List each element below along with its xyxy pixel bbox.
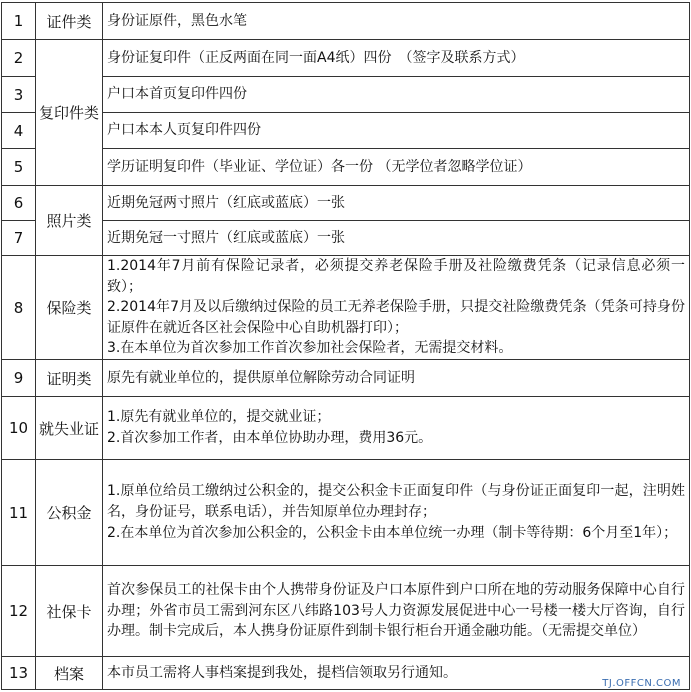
row-content: [103, 460, 690, 566]
row-content: 本市员工需将人事档案提到我处，提档信领取另行通知。: [103, 657, 690, 690]
content-line: 1.原单位给员工缴纳过公积金的，提交公积金卡正面复印件（与身份证正面复印一起，注明姓名，身份证号，联系电话），并告知原单位办理封存；: [107, 483, 685, 520]
row-number: 3: [2, 77, 36, 113]
row-content: [103, 397, 690, 460]
content-line: 1.2014年7月前有保险记录者，必须提交养老保险手册及社险缴费凭条（记录信息必须一致）；: [107, 258, 685, 295]
row-content: 身份证复印件（正反两面在同一面A4纸）四份 （签字及联系方式）: [103, 40, 690, 77]
row-content: [103, 256, 690, 360]
row-content: 户口本本人页复印件四份: [103, 113, 690, 149]
row-content: 原先有就业单位的，提供原单位解除劳动合同证明: [103, 360, 690, 397]
category-label: 照片类: [36, 186, 103, 256]
table-row: [2, 657, 690, 690]
category-label: 证明类: [36, 360, 103, 397]
watermark-text: TJ.OFFCN.COM: [602, 678, 681, 689]
row-content: 学历证明复印件（毕业证、学位证）各一份 （无学位者忽略学位证）: [103, 149, 690, 186]
content-line: 1.原先有就业单位的，提交就业证；: [107, 409, 331, 425]
row-number: 7: [2, 221, 36, 256]
table-row: [2, 3, 690, 40]
table-row: [2, 397, 690, 460]
row-number: 5: [2, 149, 36, 186]
row-number: 11: [2, 460, 36, 566]
content-line: 2.首次参加工作者，由本单位协助办理，费用36元。: [107, 430, 433, 446]
row-number: 6: [2, 186, 36, 221]
table-row: [2, 186, 690, 221]
table-row: [2, 40, 690, 77]
row-number: 8: [2, 256, 36, 360]
row-content: 近期免冠两寸照片（红底或蓝底）一张: [103, 186, 690, 221]
content-line: 3.在本单位为首次参加工作首次参加社会保险者，无需提交材料。: [107, 340, 513, 357]
category-label: 社保卡: [36, 566, 103, 657]
table-row: [2, 77, 690, 113]
table-row: [2, 256, 690, 360]
table-row: [2, 566, 690, 657]
category-label: 公积金: [36, 460, 103, 566]
table-row: [2, 149, 690, 186]
row-number: 13: [2, 657, 36, 690]
row-number: 9: [2, 360, 36, 397]
content-line: 2.2014年7月及以后缴纳过保险的员工无养老保险手册，只提交社险缴费凭条（凭条可持身份证原件在就近各区社会保险中心自助机器打印）；: [107, 299, 685, 336]
table-row: [2, 113, 690, 149]
category-label: 证件类: [36, 3, 103, 40]
row-content: 近期免冠一寸照片（红底或蓝底）一张: [103, 221, 690, 256]
row-number: 1: [2, 3, 36, 40]
row-number: 4: [2, 113, 36, 149]
row-content: 户口本首页复印件四份: [103, 77, 690, 113]
table-row: [2, 360, 690, 397]
row-number: 10: [2, 397, 36, 460]
category-label: 档案: [36, 657, 103, 690]
requirements-table: [1, 2, 690, 690]
category-label: 复印件类: [36, 40, 103, 186]
category-label: 就失业证: [36, 397, 103, 460]
row-content: 身份证原件，黑色水笔: [103, 3, 690, 40]
row-content: 首次参保员工的社保卡由个人携带身份证及户口本原件到户口所在地的劳动服务保障中心自行办理；外省市员工需到河东区八纬路103号人力资源发展促进中心一号楼一楼大厅咨询，自行办理。制卡完成后，本人携身份证原件到制卡银行柜台开通金融功能。（无需提交单位）: [103, 566, 690, 657]
table-row: [2, 221, 690, 256]
row-number: 2: [2, 40, 36, 77]
row-number: 12: [2, 566, 36, 657]
content-line: 2.在本单位为首次参加公积金的，公积金卡由本单位统一办理（制卡等待期：6个月至1年）；: [107, 525, 678, 541]
table-row: [2, 460, 690, 566]
category-label: 保险类: [36, 256, 103, 360]
